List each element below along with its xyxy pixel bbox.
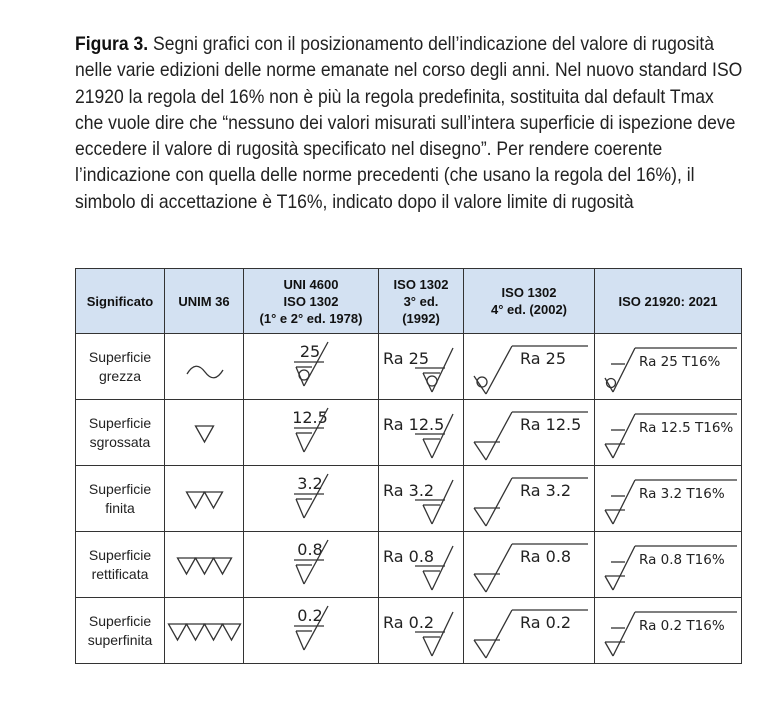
check-right-leg — [486, 412, 512, 460]
roughness-value: Ra 12.5 — [383, 414, 445, 434]
table-row — [76, 466, 742, 532]
iso-21920-cell — [595, 334, 742, 400]
check-right-leg — [613, 348, 635, 392]
unim-36-cell — [165, 598, 244, 664]
uni-4600-cell — [244, 334, 379, 400]
header-iso-1302-3ed: ISO 1302 3° ed. (1992) — [379, 269, 464, 334]
iso-1302-4ed-symbol — [464, 534, 595, 596]
circle-mark — [427, 376, 437, 386]
check-left-leg — [474, 508, 486, 526]
uni-4600-cell — [244, 532, 379, 598]
row-label: Superficie grezza — [76, 334, 165, 400]
roughness-value: Ra 25 T16% — [639, 353, 721, 370]
row-label: Superficie finita — [76, 466, 165, 532]
header-row — [76, 269, 742, 334]
roughness-value: 25 — [299, 341, 321, 361]
header-unim-36: UNIM 36 — [165, 269, 244, 334]
check-right-leg — [432, 480, 453, 524]
iso-21920-cell — [595, 400, 742, 466]
iso-21920-symbol — [595, 534, 742, 596]
roughness-value: 0.2 — [297, 605, 323, 625]
unim-36-cell — [165, 466, 244, 532]
check-right-leg — [486, 544, 512, 592]
roughness-value: Ra 3.2 T16% — [639, 485, 725, 502]
check-left-leg — [605, 642, 613, 656]
check-left-leg — [474, 640, 486, 658]
uni-4600-symbol — [244, 402, 379, 464]
roughness-value: Ra 0.8 T16% — [639, 551, 725, 568]
unim-36-cell — [165, 334, 244, 400]
iso-21920-symbol — [595, 336, 742, 398]
roughness-value: 12.5 — [292, 407, 328, 427]
iso-1302-4ed-symbol — [464, 600, 595, 662]
iso-21920-symbol — [595, 468, 742, 530]
check-right-leg — [432, 612, 453, 656]
check-left-leg — [474, 574, 486, 592]
uni-4600-cell — [244, 466, 379, 532]
unim-36-symbol — [165, 336, 244, 398]
header-iso-21920: ISO 21920: 2021 — [595, 269, 742, 334]
roughness-value: Ra 12.5 T16% — [639, 419, 734, 436]
figure-caption — [75, 31, 743, 215]
check-left-leg — [474, 376, 486, 394]
iso-1302-3ed-cell — [379, 400, 464, 466]
iso-21920-cell — [595, 532, 742, 598]
check-left-leg — [605, 444, 613, 458]
unim-36-cell — [165, 532, 244, 598]
check-left-leg — [423, 439, 432, 458]
check-left-leg — [423, 637, 432, 656]
roughness-value: Ra 0.2 T16% — [639, 617, 725, 634]
unim-36-symbol — [165, 402, 244, 464]
check-right-leg — [613, 414, 635, 458]
roughness-value: Ra 3.2 — [520, 480, 572, 500]
check-right-leg — [486, 610, 512, 658]
iso-1302-4ed-cell — [464, 400, 595, 466]
roughness-value: Ra 0.8 — [383, 546, 435, 566]
iso-21920-symbol — [595, 402, 742, 464]
check-left-leg — [296, 433, 304, 452]
table-row — [76, 334, 742, 400]
check-left-leg — [423, 505, 432, 524]
iso-1302-4ed-cell — [464, 466, 595, 532]
check-left-leg — [474, 442, 486, 460]
table-row — [76, 598, 742, 664]
check-left-leg — [423, 571, 432, 590]
uni-4600-symbol — [244, 600, 379, 662]
iso-1302-3ed-cell — [379, 598, 464, 664]
check-right-leg — [486, 478, 512, 526]
iso-1302-3ed-symbol — [379, 336, 464, 398]
check-left-leg — [296, 499, 304, 518]
roughness-symbols-table — [75, 268, 742, 664]
roughness-value: Ra 0.2 — [520, 612, 572, 632]
tilde-wave-icon — [187, 366, 223, 378]
check-right-leg — [613, 546, 635, 590]
triangle-icon — [196, 558, 214, 574]
check-right-leg — [432, 546, 453, 590]
iso-1302-3ed-cell — [379, 334, 464, 400]
iso-21920-cell — [595, 598, 742, 664]
triangle-icon — [187, 492, 205, 508]
iso-1302-3ed-symbol — [379, 600, 464, 662]
check-right-leg — [613, 612, 635, 656]
iso-1302-4ed-cell — [464, 598, 595, 664]
unim-36-symbol — [165, 534, 244, 596]
iso-1302-3ed-symbol — [379, 402, 464, 464]
iso-1302-3ed-cell — [379, 466, 464, 532]
figure-label: Figura 3. — [75, 33, 149, 55]
roughness-value: Ra 3.2 — [383, 480, 435, 500]
unim-36-cell — [165, 400, 244, 466]
check-left-leg — [605, 576, 613, 590]
caption-text: Segni grafici con il posizionamento dell’indicazione del valore di rugosità nelle varie edizioni delle norme emanate nel corso degli anni. Nel nuovo standard ISO 21920 la regola del 16% non è più la regola predefinita, sostituita dal default Tmax che vuole dire che “nessuno dei valori misurati sull’intera superficie di ispezione deve eccedere il valore di rugosità specificato nel disegno”. Per rendere coerente l’indicazione con quella delle norme precedenti (che usano la regola del 16%), il simbolo di accettazione è T16%, indicato dopo il valore limite di rugosità — [75, 33, 743, 213]
iso-1302-4ed-symbol — [464, 402, 595, 464]
header-uni-4600: UNI 4600 ISO 1302 (1° e 2° ed. 1978) — [244, 269, 379, 334]
row-label: Superficie rettificata — [76, 532, 165, 598]
triangle-icon — [196, 426, 214, 442]
iso-1302-4ed-symbol — [464, 336, 595, 398]
header-iso-1302-4ed: ISO 1302 4° ed. (2002) — [464, 269, 595, 334]
header-significato: Significato — [76, 269, 165, 334]
unim-36-symbol — [165, 468, 244, 530]
roughness-value: Ra 25 — [520, 348, 567, 368]
iso-1302-4ed-symbol — [464, 468, 595, 530]
triangle-icon — [178, 558, 196, 574]
roughness-value: Ra 0.8 — [520, 546, 572, 566]
iso-21920-symbol — [595, 600, 742, 662]
triangle-icon — [205, 492, 223, 508]
roughness-value: 0.8 — [297, 539, 323, 559]
unim-36-symbol — [165, 600, 244, 662]
roughness-value: Ra 0.2 — [383, 612, 435, 632]
uni-4600-symbol — [244, 468, 379, 530]
row-label: Superficie sgrossata — [76, 400, 165, 466]
circle-mark — [299, 370, 309, 380]
roughness-value: Ra 12.5 — [520, 414, 582, 434]
uni-4600-symbol — [244, 534, 379, 596]
iso-1302-3ed-symbol — [379, 468, 464, 530]
check-left-leg — [605, 378, 613, 392]
iso-21920-cell — [595, 466, 742, 532]
row-label: Superficie superfinita — [76, 598, 165, 664]
check-left-leg — [296, 631, 304, 650]
roughness-value: Ra 25 — [383, 348, 430, 368]
uni-4600-symbol — [244, 336, 379, 398]
triangle-icon — [187, 624, 205, 640]
check-left-leg — [605, 510, 613, 524]
iso-1302-3ed-cell — [379, 532, 464, 598]
table-row — [76, 532, 742, 598]
triangle-icon — [214, 558, 232, 574]
uni-4600-cell — [244, 400, 379, 466]
check-left-leg — [296, 565, 304, 584]
iso-1302-3ed-symbol — [379, 534, 464, 596]
triangle-icon — [205, 624, 223, 640]
triangle-icon — [223, 624, 241, 640]
triangle-icon — [169, 624, 187, 640]
iso-1302-4ed-cell — [464, 334, 595, 400]
table-row — [76, 400, 742, 466]
roughness-value: 3.2 — [297, 473, 323, 493]
check-right-leg — [613, 480, 635, 524]
check-right-leg — [486, 346, 512, 394]
uni-4600-cell — [244, 598, 379, 664]
iso-1302-4ed-cell — [464, 532, 595, 598]
